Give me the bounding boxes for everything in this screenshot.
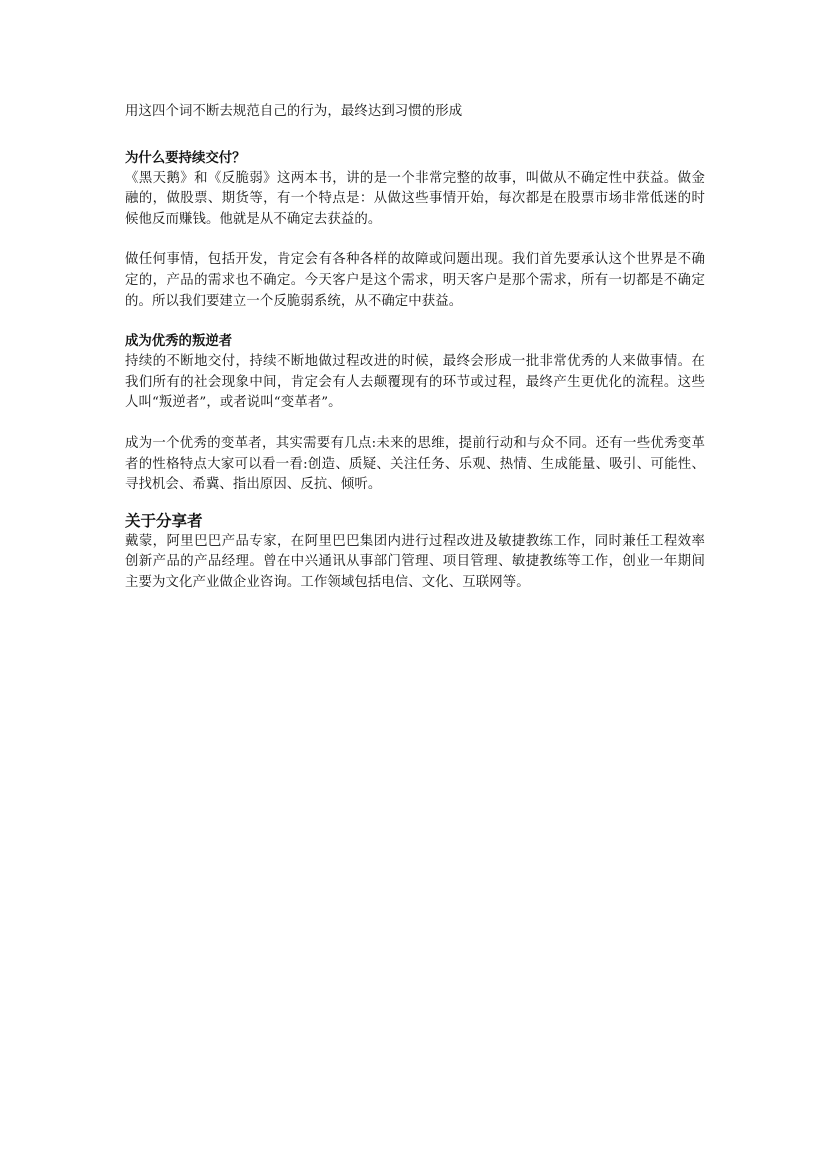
heading-about-speaker: 关于分享者	[125, 511, 203, 530]
spacer	[125, 230, 705, 250]
heading-rebel: 成为优秀的叛逆者	[125, 334, 233, 350]
about-speaker-paragraph: 戴蒙，阿里巴巴产品专家，在阿里巴巴集团内进行过程改进及敏捷教练工作，同时兼任工程效率创新产品的产品经理。曾在中兴通讯从事部门管理、项目管理、敏捷教练等工作，创业一年期间主要为文化产业做企业咨询。工作领域包括电信、文化、互联网等。	[125, 533, 705, 590]
intro-paragraph: 用这四个词不断去规范自己的行为，最终达到习惯的形成	[125, 104, 463, 119]
continuous-delivery-paragraph-2: 做任何事情，包括开发，肯定会有各种各样的故障或问题出现。我们首先要承认这个世界是不确定的，产品的需求也不确定。今天客户是这个需求，明天客户是那个需求，所有一切都是不确定的。所以我们要建立一个反脆弱系统，从不确定中获益。	[125, 252, 705, 309]
rebel-paragraph-1: 持续的不断地交付，持续不断地做过程改进的时候，最终会形成一批非常优秀的人来做事情。在我们所有的社会现象中间，肯定会有人去颠覆现有的环节或过程，最终产生更优化的流程。这些人叫“叛逆者”，或者说叫“变革者”。	[125, 354, 705, 411]
heading-continuous-delivery: 为什么要持续交付？	[125, 150, 246, 166]
spacer	[125, 496, 705, 510]
document-page	[125, 102, 705, 594]
spacer	[125, 312, 705, 332]
rebel-paragraph-2: 成为一个优秀的变革者，其实需要有几点:未来的思维，提前行动和与众不同。还有一些优秀变革者的性格特点大家可以看一看:创造、质疑、关注任务、乐观、热情、生成能量、吸引、可能性、寻找机会、希冀、指出原因、反抗、倾听。	[125, 435, 705, 493]
continuous-delivery-paragraph-1: 《黑天鹅》和《反脆弱》这两本书，讲的是一个非常完整的故事，叫做从不确定性中获益。做金融的，做股票、期货等，有一个特点是：从做这些事情开始，每次都是在股票市场非常低迷的时候他反而赚钱。他就是从不确定去获益的。	[125, 170, 705, 227]
spacer	[125, 123, 705, 149]
spacer	[125, 414, 705, 434]
